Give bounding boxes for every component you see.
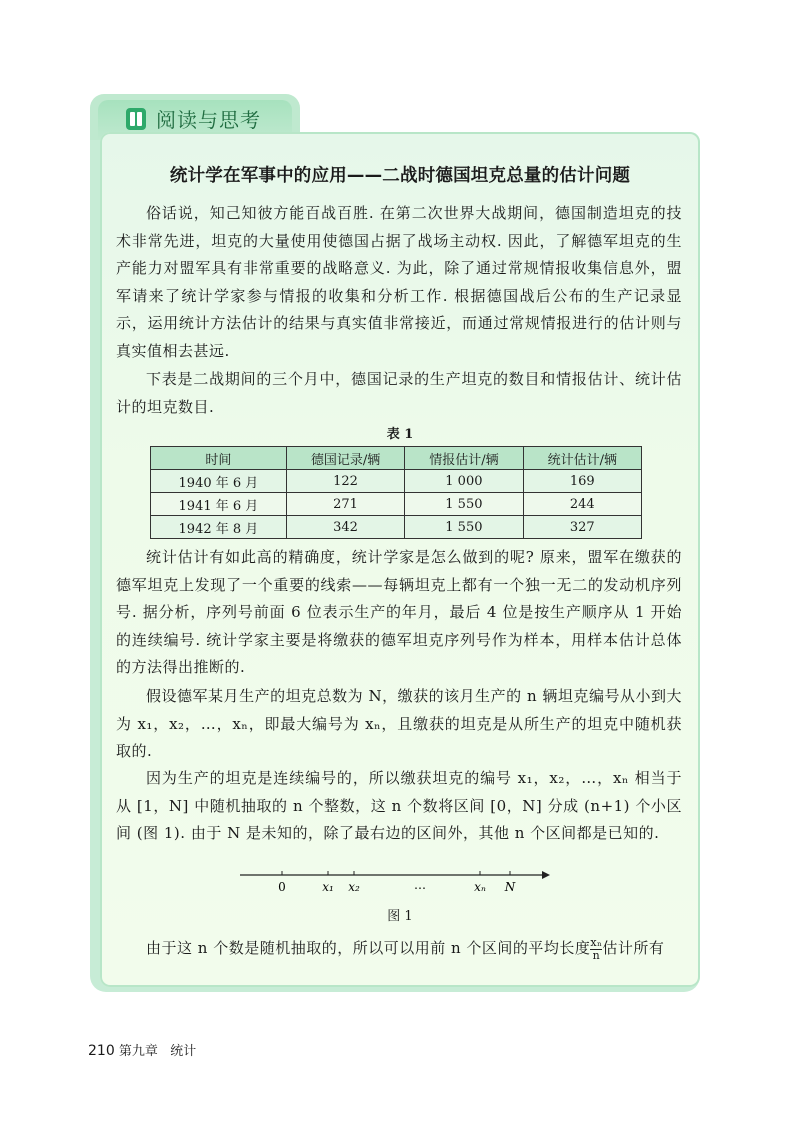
tick-label: xₙ (474, 880, 486, 894)
paragraph-3: 统计估计有如此高的精确度，统计学家是怎么做到的呢? 原来，盟军在缴获的德军坦克上发现了一个重要的线索——每辆坦克上都有一个独一无二的发动机序列号. 据分析，序列号前面 6 位表示生产的年月，最后 4 位是按生产顺序从 1 开始的连续编号. 统计学家主要是将缴获的德军坦克序列号作为样本，用样本估计总体的方法得出推断的. (116, 548, 682, 676)
paragraph-5: 因为生产的坦克是连续编号的，所以缴获坦克的编号 x₁，x₂，…，xₙ 相当于从 [1，N] 中随机抽取的 n 个整数，这 n 个数将区间 [0，N] 分成 (n+1) 个小区间 (图 1). 由于 N 是未知的，除了最右边的区间外，其他 n 个区间都是已知的. (116, 769, 682, 842)
table-cell: 271 (286, 493, 404, 516)
table-header: 时间 (151, 447, 287, 470)
table-row (151, 470, 642, 493)
book-icon (126, 108, 146, 130)
section-tab-label: 阅读与思考 (156, 108, 261, 132)
paragraph-6: 由于这 n 个数是随机抽取的，所以可以用前 n 个区间的平均长度 $\frac{\text{xₙ}}{n}$ 估计所有 (146, 935, 665, 962)
arrow-head (542, 871, 550, 879)
tank-table (150, 446, 642, 539)
table-cell: 1 000 (405, 470, 523, 493)
chapter-topic: 统计 (170, 1044, 197, 1059)
tick-label: N (504, 880, 516, 894)
table-cell: 1 550 (405, 516, 523, 539)
tick-label: 0 (278, 880, 286, 894)
article-title: 统计学在军事中的应用——二战时德国坦克总量的估计问题 (169, 166, 631, 186)
tick-label: x₁ (322, 880, 334, 894)
table-row (151, 493, 642, 516)
table-header: 情报估计/辆 (405, 447, 523, 470)
table-header: 德国记录/辆 (286, 447, 404, 470)
tick-label: … (414, 878, 426, 892)
page-number: 210 (88, 1043, 115, 1059)
table-cell: 244 (523, 493, 641, 516)
table-header-row (151, 447, 642, 470)
table-caption: 表 1 (386, 427, 414, 442)
table-header: 统计估计/辆 (523, 447, 641, 470)
paragraph-2: 下表是二战期间的三个月中，德国记录的生产坦克的数目和情报估计、统计估计的坦克数目. (116, 370, 682, 416)
table-cell: 1941 年 6 月 (151, 493, 287, 516)
table-cell: 169 (523, 470, 641, 493)
paragraph-4: 假设德军某月生产的坦克总数为 N，缴获的该月生产的 n 辆坦克编号从小到大为 x₁，x₂，…，xₙ，即最大编号为 xₙ，且缴获的坦克是从所生产的坦克中随机获取的. (116, 687, 682, 760)
table-cell: 1940 年 6 月 (151, 470, 287, 493)
figure-caption: 图 1 (387, 909, 413, 924)
paragraph-1: 俗话说，知己知彼方能百战百胜. 在第二次世界大战期间，德国制造坦克的技术非常先进，坦克的大量使用使德国占据了战场主动权. 因此，了解德军坦克的生产能力对盟军具有非常重要的战略意义. 为此，除了通过常规情报收集信息外，盟军请来了统计学家参与情报的收集和分析工作. 根据德国战后公布的生产记录显示，运用统计方法估计的结果与真实值非常接近，而通过常规情报进行的估计则与真实值相去甚远. (116, 204, 682, 360)
table-cell: 1 550 (405, 493, 523, 516)
table-cell: 1942 年 8 月 (151, 516, 287, 539)
page-footer (88, 1040, 196, 1059)
fraction-xn-over-n: $\frac{\text{xₙ}}{n}$ (590, 935, 603, 962)
table-cell: 327 (523, 516, 641, 539)
tick-label: x₂ (348, 880, 360, 894)
table-cell: 122 (286, 470, 404, 493)
number-line-figure (230, 866, 560, 896)
table-cell: 342 (286, 516, 404, 539)
table-row (151, 516, 642, 539)
chapter-label: 第九章 (118, 1044, 158, 1059)
